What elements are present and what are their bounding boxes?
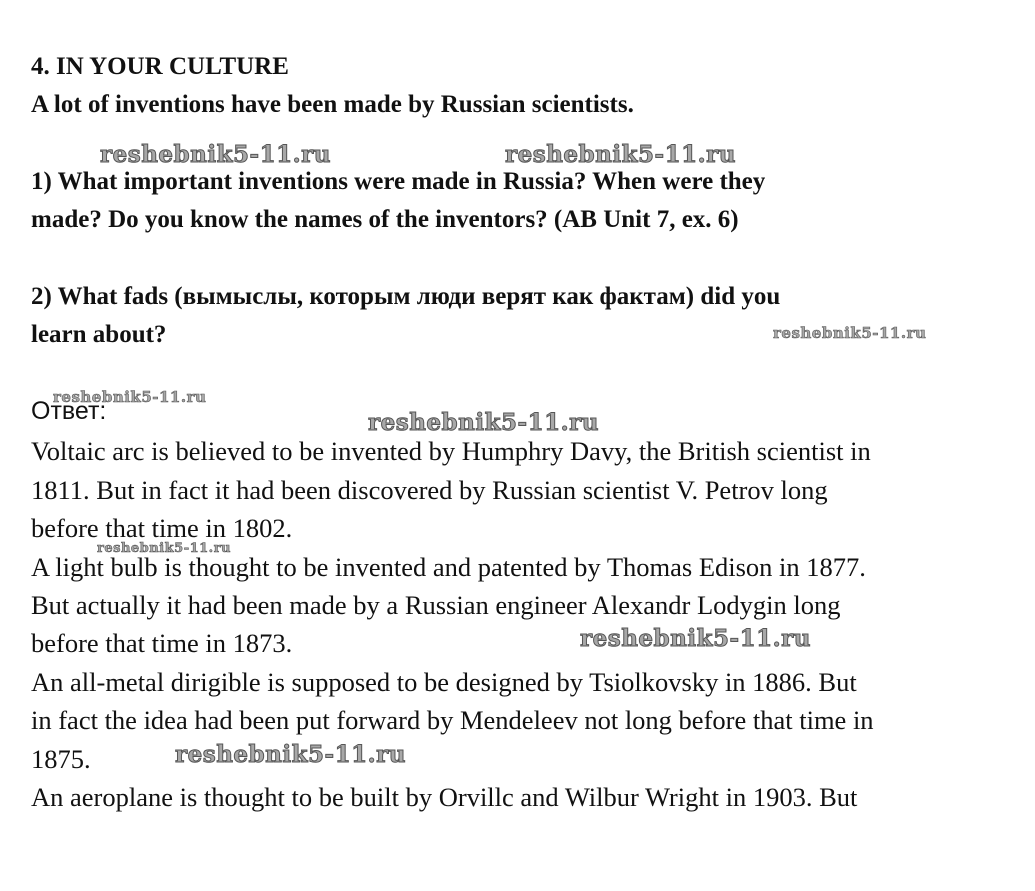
task-2-line-2: learn about? (31, 321, 167, 348)
watermark: reshebnik5-11.ru (773, 324, 927, 342)
answer-line: before that time in 1802. (31, 513, 293, 543)
answer-line: Voltaic arc is believed to be invented by Humphry Davy, the British scientist in (31, 436, 871, 466)
watermark: reshebnik5-11.ru (505, 141, 736, 168)
section-intro: A lot of inventions have been made by Russian scientists. (31, 91, 634, 118)
answer-label: Ответ: (31, 397, 107, 425)
watermark: reshebnik5-11.ru (175, 741, 406, 768)
answer-line: before that time in 1873. (31, 628, 293, 658)
answer-line: 1811. But in fact it had been discovered by Russian scientist V. Petrov long (31, 475, 828, 505)
watermark: reshebnik5-11.ru (580, 625, 811, 652)
watermark: reshebnik5-11.ru (368, 409, 599, 436)
section-title: 4. IN YOUR CULTURE (31, 53, 289, 80)
answer-line: A light bulb is thought to be invented and patented by Thomas Edison in 1877. (31, 552, 866, 582)
answer-line: in fact the idea had been put forward by Mendeleev not long before that time in (31, 705, 874, 735)
watermark: reshebnik5-11.ru (100, 141, 331, 168)
task-2-line-1: 2) What fads (вымыслы, которым люди верят как фактам) did you (31, 283, 781, 310)
watermark: reshebnik5-11.ru (97, 541, 232, 556)
answer-line: An all-metal dirigible is supposed to be designed by Tsiolkovsky in 1886. But (31, 667, 857, 697)
answer-line: But actually it had been made by a Russian engineer Alexandr Lodygin long (31, 590, 841, 620)
answer-line: 1875. (31, 744, 91, 774)
watermark: reshebnik5-11.ru (53, 388, 207, 406)
task-1-line-2: made? Do you know the names of the inventors? (AB Unit 7, ex. 6) (31, 206, 739, 233)
answer-line: An aeroplane is thought to be built by Orvillc and Wilbur Wright in 1903. But (31, 782, 858, 812)
task-1-line-1: 1) What important inventions were made in Russia? When were they (31, 168, 766, 195)
